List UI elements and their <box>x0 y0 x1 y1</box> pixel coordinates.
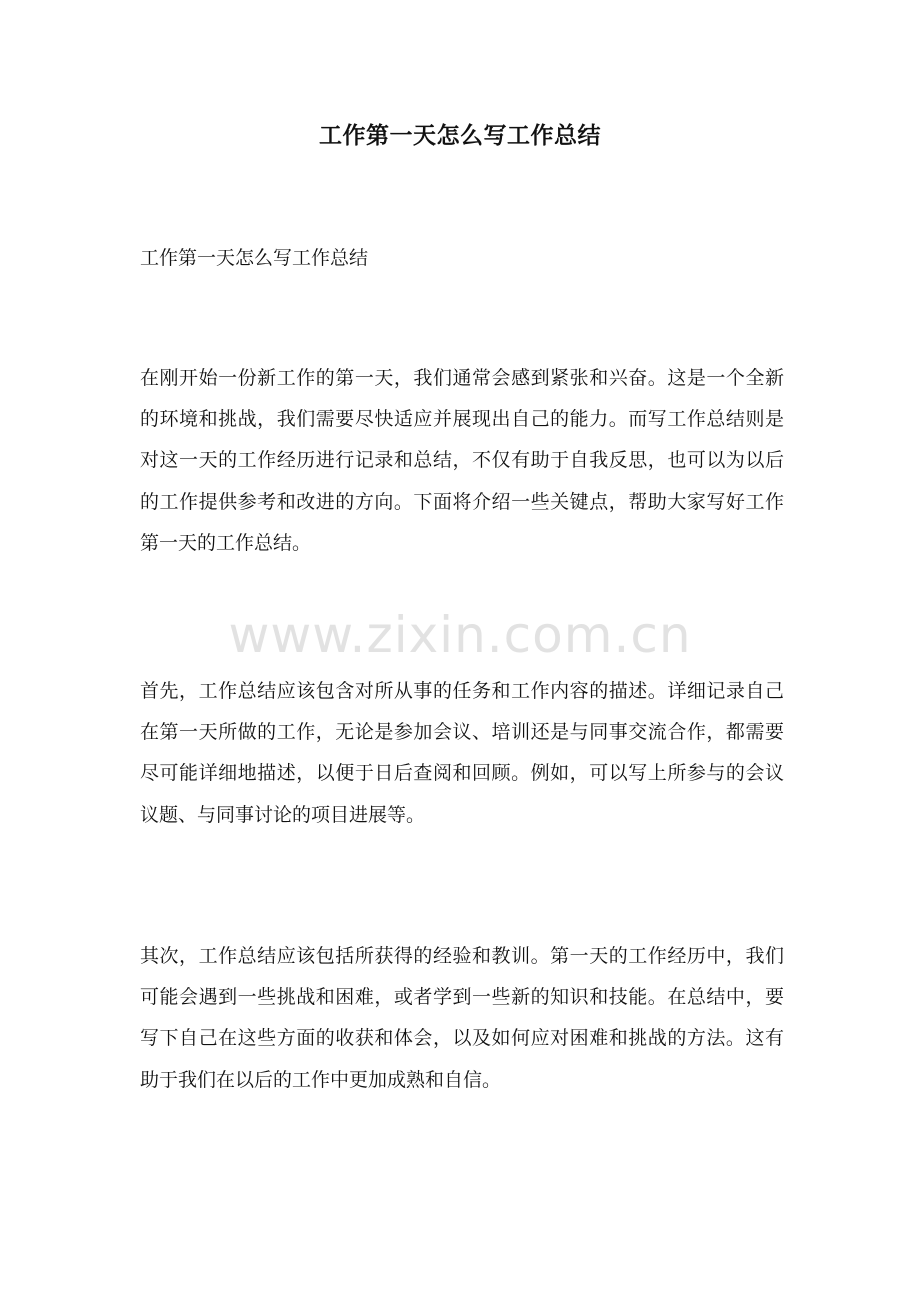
paragraph-intro: 在刚开始一份新工作的第一天，我们通常会感到紧张和兴奋。这是一个全新的环境和挑战，我们需要尽快适应并展现出自己的能力。而写工作总结则是对这一天的工作经历进行记录和总结，不仅有助于自我反思，也可以为以后的工作提供参考和改进的方向。下面将介绍一些关键点，帮助大家写好工作第一天的工作总结。 <box>140 367 784 554</box>
document-title: 工作第一天怎么写工作总结 <box>319 122 601 149</box>
document-subtitle: 工作第一天怎么写工作总结 <box>140 247 369 269</box>
watermark-text: www.zixin.com.cn <box>228 606 692 664</box>
paragraph-first-point: 首先，工作总结应该包含对所从事的任务和工作内容的描述。详细记录自己在第一天所做的工作，无论是参加会议、培训还是与同事交流合作，都需要尽可能详细地描述，以便于日后查阅和回顾。例如，可以写上所参与的会议议题、与同事讨论的项目进展等。 <box>140 680 784 826</box>
paragraph-second-point: 其次，工作总结应该包括所获得的经验和教训。第一天的工作经历中，我们可能会遇到一些挑战和困难，或者学到一些新的知识和技能。在总结中，要写下自己在这些方面的收获和体会，以及如何应对困难和挑战的方法。这有助于我们在以后的工作中更加成熟和自信。 <box>140 945 784 1091</box>
